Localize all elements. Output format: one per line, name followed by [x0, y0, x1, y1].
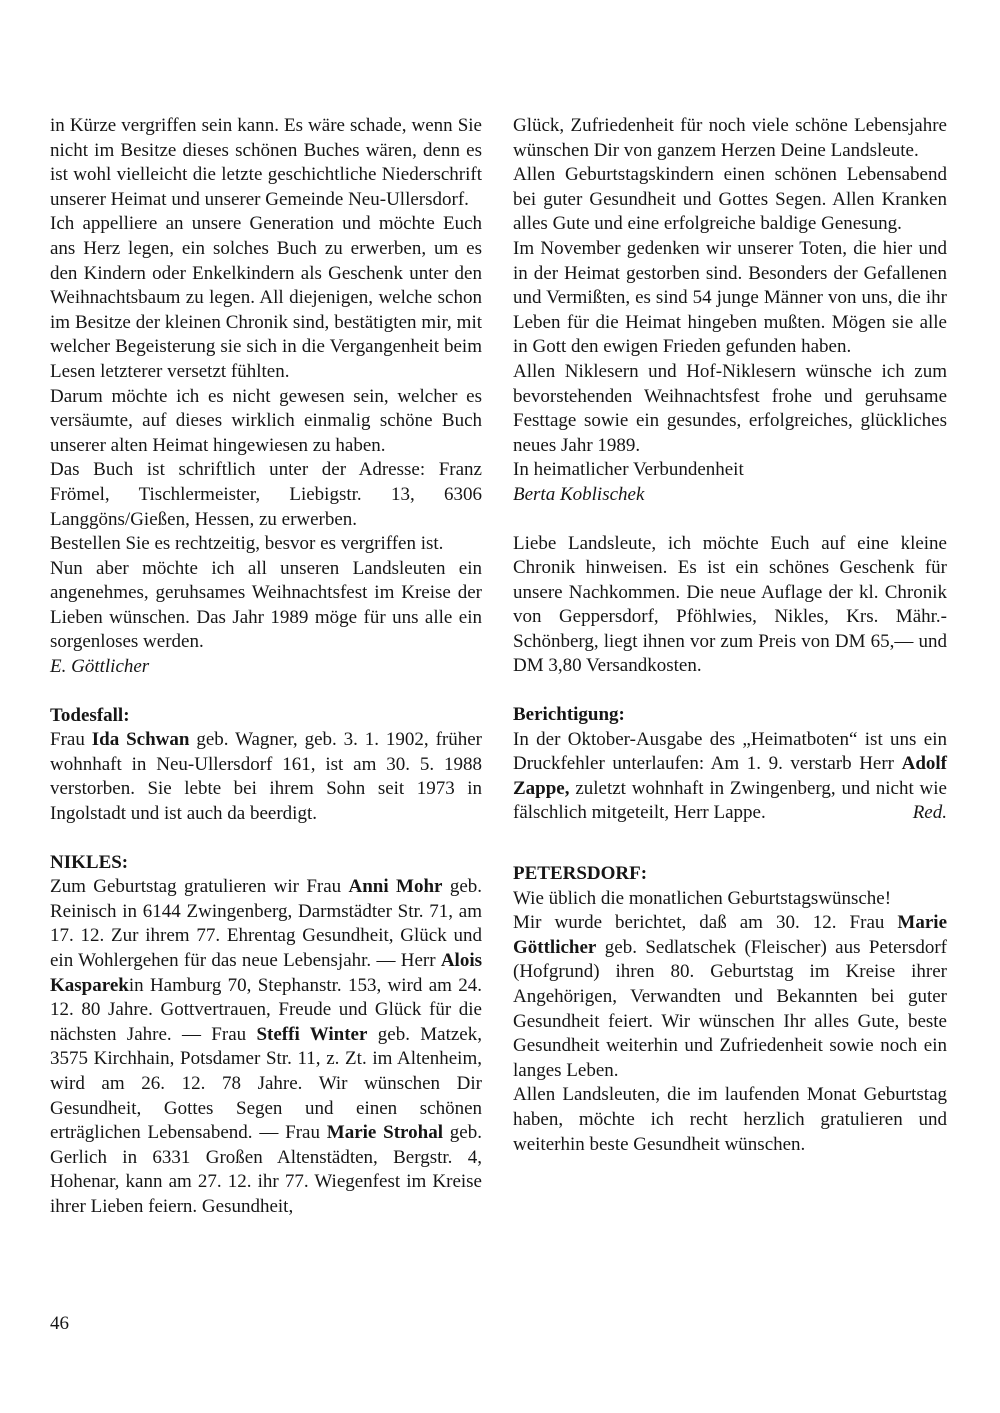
petersdorf-paragraph-2: [513, 911, 947, 1083]
todesfall-text-1: Frau: [50, 729, 92, 751]
nikles-text: [50, 875, 482, 1219]
todesfall-text-2: geb. Wagner, geb. 3. 1. 1902, früher wohnhaft in Neu-Ullersdorf 161, ist am 30. 5. 1988 verstorben. Sie lebte bei ihrem Sohn seit 1973 in Ingolstadt und ist auch da beerdigt.: [50, 729, 482, 825]
todesfall-name: Ida Schwan: [91, 729, 190, 751]
berichtigung-text-1: In der Oktober-Ausgabe des „Heimatboten“ ist uns ein Druckfehler unterlaufen: Am 1. 9. verstarb Herr: [513, 728, 947, 775]
spacer: [513, 508, 947, 532]
petersdorf-name: Marie Göttlicher: [513, 912, 947, 958]
left-paragraph-3: Darum möchte ich es nicht gewesen sein, welcher es versäumte, auf dieses wirklich einmalig schöne Buch unserer alten Heimat hingewiesen zu haben.: [50, 385, 482, 456]
todesfall-text: [50, 728, 482, 826]
signature-goettlicher: E. Göttlicher: [50, 656, 150, 678]
right-paragraph-2: Allen Geburtstagskindern einen schönen Lebensabend bei guter Gesundheit und Gottes Segen. Allen Kranken alles Gute und eine erfolgreiche baldige Genesung.: [513, 164, 947, 235]
petersdorf-paragraph-3: Allen Landsleuten, die im laufenden Monat Geburtstag haben, möchte ich recht herzlich gratulieren und weiterhin beste Gesundheit wünschen.: [513, 1084, 947, 1155]
nikles-name-mohr: Anni Mohr: [348, 876, 443, 898]
petersdorf-text-2: geb. Sedlatschek (Fleischer) aus Petersdorf (Hofgrund) ihren 80. Geburtstag im Kreise ihrer Angehörigen, Verwandten und Bekannten bei guter Gesundheit feiert. Wir wünschen Ihr alles Gute, beste Gesundheit weiterhin und Zufriedenheit sowie noch ein langes Leben.: [513, 936, 947, 1081]
nikles-text-3: in Hamburg 70, Stephanstr. 153, wird am 24. 12. 80 Jahre. Gottvertrauen, Freude und Glück für die nächsten Jahre. — Frau: [50, 974, 482, 1045]
left-paragraph-1: in Kürze vergriffen sein kann. Es wäre schade, wenn Sie nicht im Besitze dieses schönen Buches wären, denn es ist wohl vielleicht die letzte geschichtliche Niederschrift unserer Heimat und unserer Gemeinde Neu-Ullersdorf.: [50, 115, 482, 210]
heading-nikles: NIKLES:: [50, 851, 129, 873]
petersdorf-paragraph-1: Wie üblich die monatlichen Geburtstagswünsche!: [513, 887, 892, 909]
right-column: [513, 114, 947, 1157]
berichtigung-text: [513, 728, 947, 826]
spacer: [50, 680, 482, 704]
spacer: [50, 827, 482, 851]
right-paragraph-4: Allen Niklesern und Hof-Niklesern wünsche ich zum bevorstehenden Weihnachtsfest frohe und geruhsame Festtage sowie ein gesundes, erfolgreiches, glückliches neues Jahr 1989.: [513, 360, 947, 456]
nikles-text-4: geb. Matzek, 3575 Kirchhain, Potsdamer Str. 11, z. Zt. im Altenheim, wird am 26. 12. 78 Jahre. Wir wünschen Dir Gesundheit, Gottes Segen und einen schönen erträglichen Lebensabend. — Frau: [50, 1023, 482, 1144]
left-paragraph-5: Bestellen Sie es rechtzeitig, besvor es vergriffen ist.: [50, 533, 444, 555]
right-paragraph-3: Im November gedenken wir unserer Toten, die hier und in der Heimat gestorben sind. Besonders der Gefallenen und Vermißten, es sind 54 junge Männer von uns, die ihr Leben für die Heimat hingeben mußten. Mögen sie alle in Gott den ewigen Frieden gefunden haben.: [513, 237, 947, 358]
heading-berichtigung: Berichtigung:: [513, 704, 625, 726]
page-number: 46: [50, 1313, 69, 1334]
petersdorf-text-1: Mir wurde berichtet, daß am 30. 12. Frau: [513, 912, 898, 934]
heading-petersdorf: PETERSDORF:: [513, 863, 648, 885]
right-paragraph-1: Glück, Zufriedenheit für noch viele schöne Lebensjahre wünschen Dir von ganzem Herzen Deine Landsleute.: [513, 115, 947, 161]
nikles-name-kasparek: Alois Kasparek: [50, 950, 482, 996]
berichtigung-red: Red.: [912, 802, 947, 824]
left-column: [50, 114, 482, 1220]
signature-koblischek: Berta Koblischek: [513, 483, 645, 505]
nikles-text-1: Zum Geburtstag gratulieren wir Frau: [50, 876, 349, 898]
nikles-name-winter: Steffi Winter: [256, 1023, 368, 1045]
spacer: [513, 679, 947, 703]
nikles-text-5: geb. Gerlich in 6331 Großen Altenstädten, Bergstr. 4, Hohenar, kann am 27. 12. ihr 77. Wiegenfest im Kreise ihrer Lieben feiern. Gesundheit,: [50, 1122, 482, 1217]
right-paragraph-5: In heimatlicher Verbundenheit: [513, 459, 744, 481]
spacer: [513, 826, 947, 862]
chronik-paragraph: Liebe Landsleute, ich möchte Euch auf eine kleine Chronik hinweisen. Es ist ein schönes Geschenk für unsere Nachkommen. Die neue Auflage der kl. Chronik von Geppersdorf, Pföhlwies, Nikles, Krs. Mähr.-Schönberg, liegt ihnen vor zum Preis von DM 65,— und DM 3,80 Versandkosten.: [513, 532, 947, 677]
left-paragraph-6: Nun aber möchte ich all unseren Landsleuten ein angenehmes, geruhsames Weihnachtsfest im Kreise der Lieben wünschen. Das Jahr 1989 möge für uns alle ein sorgenloses werden.: [50, 557, 482, 653]
berichtigung-name: Adolf Zappe,: [513, 753, 947, 799]
heading-todesfall: Todesfall:: [50, 704, 130, 726]
left-paragraph-2: Ich appelliere an unsere Generation und möchte Euch ans Herz legen, ein solches Buch zu erwerben, um es den Kindern oder Enkelkindern als Geschenk unter den Weihnachtsbaum zu legen. All diejenigen, welche schon im Besitze der kleinen Chronik sind, bestätigten mir, mit welcher Begeisterung sie sich in die Vergangenheit beim Lesen letzterer versetzt fühlten.: [50, 213, 482, 382]
nikles-text-2: geb. Reinisch in 6144 Zwingenberg, Darmstädter Str. 71, am 17. 12. Zur ihrem 77. Ehrentag Gesundheit, Glück und ein Wohlergehen für das neue Lebensjahr. — Herr: [50, 876, 482, 971]
berichtigung-text-2: zuletzt wohnhaft in Zwingenberg, und nicht wie fälschlich mitgeteilt, Herr Lappe.: [513, 777, 947, 824]
nikles-name-strohal: Marie Strohal: [326, 1122, 443, 1144]
left-paragraph-4: Das Buch ist schriftlich unter der Adresse: Franz Frömel, Tischlermeister, Liebigstr. 13, 6306 Langgöns/Gießen, Hessen, zu erwerben.: [50, 459, 482, 530]
